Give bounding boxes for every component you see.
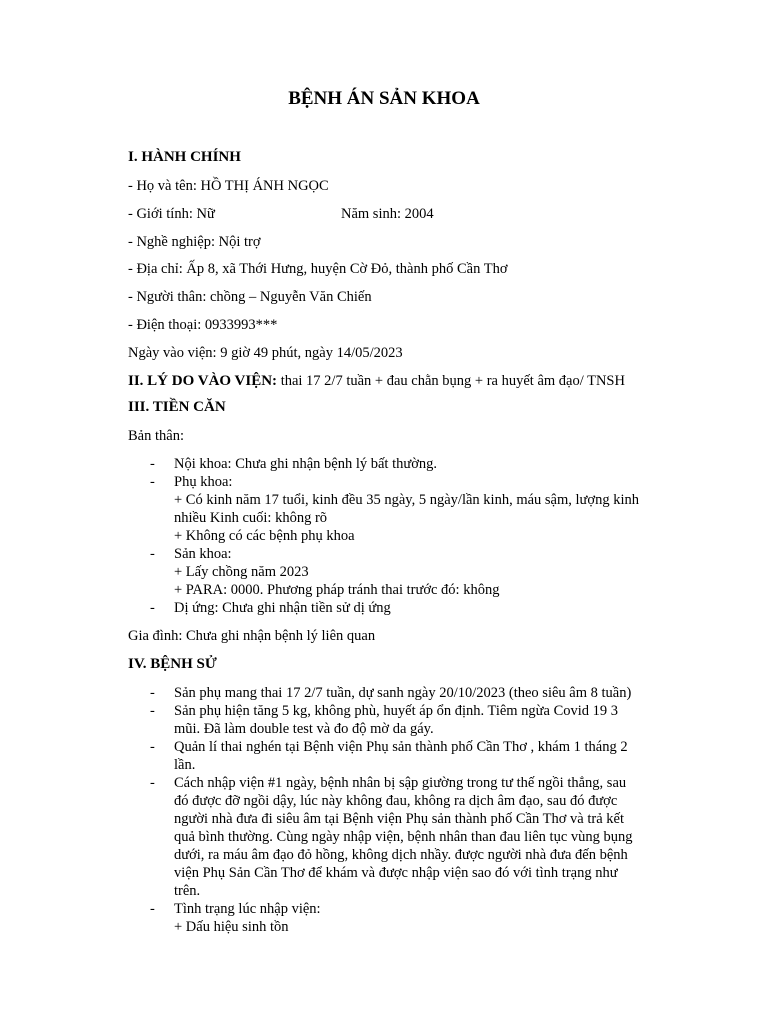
- patient-job: - Nghề nghiệp: Nội trợ: [128, 234, 261, 250]
- list-item: Sản phụ mang thai 17 2/7 tuần, dự sanh ngày 20/10/2023 (theo siêu âm 8 tuần): [174, 685, 632, 701]
- family-history: Gia đình: Chưa ghi nhận bệnh lý liên quan: [128, 628, 376, 644]
- admission-reason: thai 17 2/7 tuần + đau chằn bụng + ra huyết âm đạo/ TNSH: [277, 373, 625, 389]
- list-item-line: nhiều Kinh cuối: không rõ: [174, 510, 328, 526]
- list-item-line: người nhà đưa đi siêu âm tại Bệnh viện Phụ sản thành phố Cần Thơ và trả kết: [174, 811, 624, 827]
- admission-date: Ngày vào viện: 9 giờ 49 phút, ngày 14/05/2023: [128, 345, 403, 361]
- patient-address: - Địa chỉ: Ấp 8, xã Thới Hưng, huyện Cờ Đỏ, thành phố Cần Thơ: [128, 261, 508, 277]
- list-item: Dị ứng: Chưa ghi nhận tiền sử dị ứng: [174, 600, 391, 616]
- patient-phone: - Điện thoại: 0933993***: [128, 317, 278, 333]
- section-3-heading: III. TIỀN CĂN: [128, 399, 226, 415]
- list-item-line: + Dấu hiệu sinh tồn: [174, 919, 289, 935]
- list-dash: -: [150, 703, 155, 719]
- patient-gender: - Giới tính: Nữ: [128, 206, 215, 222]
- list-dash: -: [150, 546, 155, 562]
- list-item: Tình trạng lúc nhập viện:: [174, 901, 321, 917]
- list-item: Cách nhập viện #1 ngày, bệnh nhân bị sập giường trong tư thế ngồi thẳng, sau: [174, 775, 627, 791]
- list-item: Sản khoa:: [174, 546, 232, 562]
- list-item-line: viện Phụ Sản Cần Thơ để khám và được nhập viện sao đó với tình trạng như: [174, 865, 618, 881]
- section-2-line: [128, 372, 625, 390]
- list-item-line: + Có kinh năm 17 tuổi, kinh đều 35 ngày, 5 ngày/lần kinh, máu sậm, lượng kinh: [174, 492, 639, 508]
- list-dash: -: [150, 600, 155, 616]
- list-dash: -: [150, 685, 155, 701]
- list-item-line: + PARA: 0000. Phương pháp tránh thai trước đó: không: [174, 582, 500, 598]
- list-item-line: quả bình thường. Cùng ngày nhập viện, bệnh nhân than đau liên tục vùng bụng: [174, 829, 633, 845]
- self-history-label: Bản thân:: [128, 428, 184, 444]
- list-item-line: dưới, ra máu âm đạo đỏ hồng, không dịch nhầy. được người nhà đưa đến bệnh: [174, 847, 628, 863]
- section-4-heading: IV. BỆNH SỬ: [128, 656, 217, 672]
- list-item-line: đó được đỡ ngồi dậy, lúc này không đau, không ra dịch âm đạo, sau đó được: [174, 793, 618, 809]
- document-title: BỆNH ÁN SẢN KHOA: [288, 88, 480, 109]
- list-item: Phụ khoa:: [174, 474, 233, 490]
- list-item-line: mũi. Đã làm double test và đo độ mờ da gáy.: [174, 721, 434, 737]
- list-item: Sản phụ hiện tăng 5 kg, không phù, huyết áp ổn định. Tiêm ngừa Covid 19 3: [174, 703, 619, 719]
- list-dash: -: [150, 775, 155, 791]
- section-2-heading: II. LÝ DO VÀO VIỆN:: [128, 373, 278, 389]
- list-item-line: lần.: [174, 757, 196, 773]
- list-item: Quản lí thai nghén tại Bệnh viện Phụ sản thành phố Cần Thơ , khám 1 tháng 2: [174, 739, 628, 755]
- list-dash: -: [150, 739, 155, 755]
- list-item: Nội khoa: Chưa ghi nhận bệnh lý bất thường.: [174, 456, 438, 472]
- list-dash: -: [150, 456, 155, 472]
- list-dash: -: [150, 901, 155, 917]
- patient-relative: - Người thân: chồng – Nguyễn Văn Chiến: [128, 289, 372, 305]
- patient-birth-year: Năm sinh: 2004: [341, 206, 434, 222]
- list-item-line: + Không có các bệnh phụ khoa: [174, 528, 355, 544]
- list-dash: -: [150, 474, 155, 490]
- patient-name: - Họ và tên: HỒ THỊ ÁNH NGỌC: [128, 178, 329, 194]
- section-1-heading: I. HÀNH CHÍNH: [128, 149, 241, 165]
- list-item-line: + Lấy chồng năm 2023: [174, 564, 309, 580]
- list-item-line: trên.: [174, 883, 201, 899]
